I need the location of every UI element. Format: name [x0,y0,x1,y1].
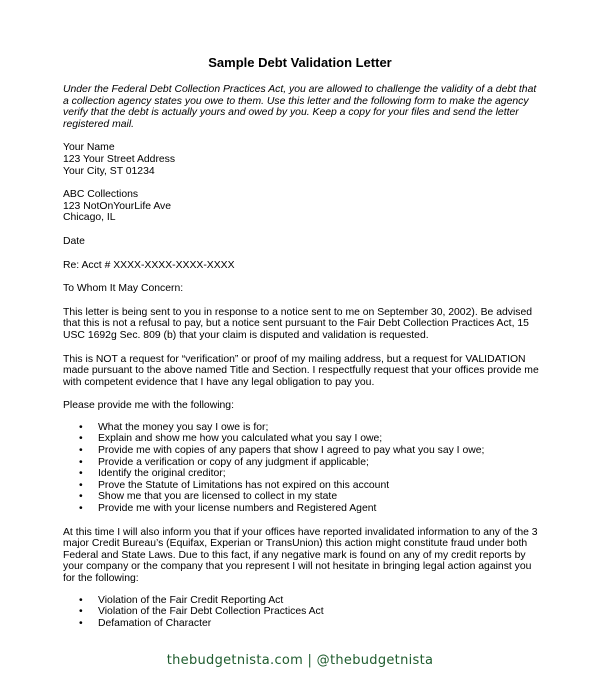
list-item-text: Violation of the Fair Debt Collection Practices Act [98,606,324,618]
list-item [63,606,543,618]
bullet-icon: • [79,468,83,480]
bullet-icon: • [79,491,83,503]
bullet-icon: • [79,433,83,445]
violation-list [63,595,543,630]
list-item [63,433,543,445]
sender-line: Your Name [63,142,115,154]
sender-address [63,142,543,177]
recipient-line: 123 NotOnYourLife Ave [63,200,172,212]
date-line: Date [63,235,85,247]
paragraph-4: At this time I will also inform you that if your offices have reported invalidated information to any of the 3 major Credit Bureau’s (Equifax, Experian or TransUnion) this action might constitute fraud under both Federal and State Laws. Due to this fact, if any negative mark is found on any of my credit reports by your company or the company that you represent I will not hesitate in bringing legal action against you for the following: [63,526,538,584]
paragraph-1: This letter is being sent to you in response to a notice sent to me on September 30, 2002). Be advised that this is not a refusal to pay, but a notice sent pursuant to the Fair Debt Collection Practices Act, 15 USC 1692g Sec. 809 (b) that your claim is disputed and validation is requested. [63,306,533,341]
list-item [63,491,543,503]
bullet-icon: • [79,594,83,606]
list-item [63,445,543,457]
list-item-text: Provide me with your license numbers and Registered Agent [98,503,377,515]
recipient-line: Chicago, IL [63,212,116,224]
list-item-text: Show me that you are licensed to collect in my state [98,491,338,503]
list-item [63,468,543,480]
paragraph-3: Please provide me with the following: [63,400,234,412]
list-item-text: Defamation of Character [98,617,212,629]
sender-line: Your City, ST 01234 [63,165,155,177]
bullet-icon: • [79,445,83,457]
bullet-icon: • [79,617,83,629]
recipient-address [63,189,543,224]
re-line: Re: Acct # XXXX-XXXX-XXXX-XXXX [63,259,235,271]
list-item-text: Prove the Statute of Limitations has not expired on this account [98,479,390,491]
request-list [63,422,543,515]
bullet-icon: • [79,421,83,433]
list-item-text: What the money you say I owe is for; [98,421,269,433]
recipient-line: ABC Collections [63,189,139,201]
page-title: Sample Debt Validation Letter [208,55,392,70]
list-item-text: Provide me with copies of any papers that show I agreed to pay what you say I owe; [98,445,485,457]
bullet-icon: • [79,479,83,491]
salutation: To Whom It May Concern: [63,283,184,295]
bullet-icon: • [79,606,83,618]
list-item [63,422,543,434]
list-item-text: Explain and show me how you calculated what you say I owe; [98,433,383,445]
list-item [63,503,543,515]
list-item [63,618,543,630]
list-item-text: Violation of the Fair Credit Reporting Act [98,594,284,606]
list-item [63,480,543,492]
letter-body [63,84,543,629]
bullet-icon: • [79,503,83,515]
paragraph-2: This is NOT a request for “verification” or proof of my mailing address, but a request for VALIDATION made pursuant to the above named Title and Section. I respectfully request that your offices provide me with competent evidence that I have any legal obligation to pay you. [63,353,539,388]
bullet-icon: • [79,456,83,468]
list-item-text: Provide a verification or copy of any judgment if applicable; [98,456,369,468]
list-item-text: Identify the original creditor; [98,468,226,480]
sender-line: 123 Your Street Address [63,153,176,165]
list-item [63,457,543,469]
footer-credit: thebudgetnista.com | @thebudgetnista [166,653,434,668]
list-item [63,595,543,607]
intro-paragraph: Under the Federal Debt Collection Practices Act, you are allowed to challenge the validity of a debt that a collection agency states you owe to them. Use this letter and the following form to make the agency verify that the debt is actually yours and owed by you. Keep a copy for your files and send the letter registered mail. [63,84,537,130]
